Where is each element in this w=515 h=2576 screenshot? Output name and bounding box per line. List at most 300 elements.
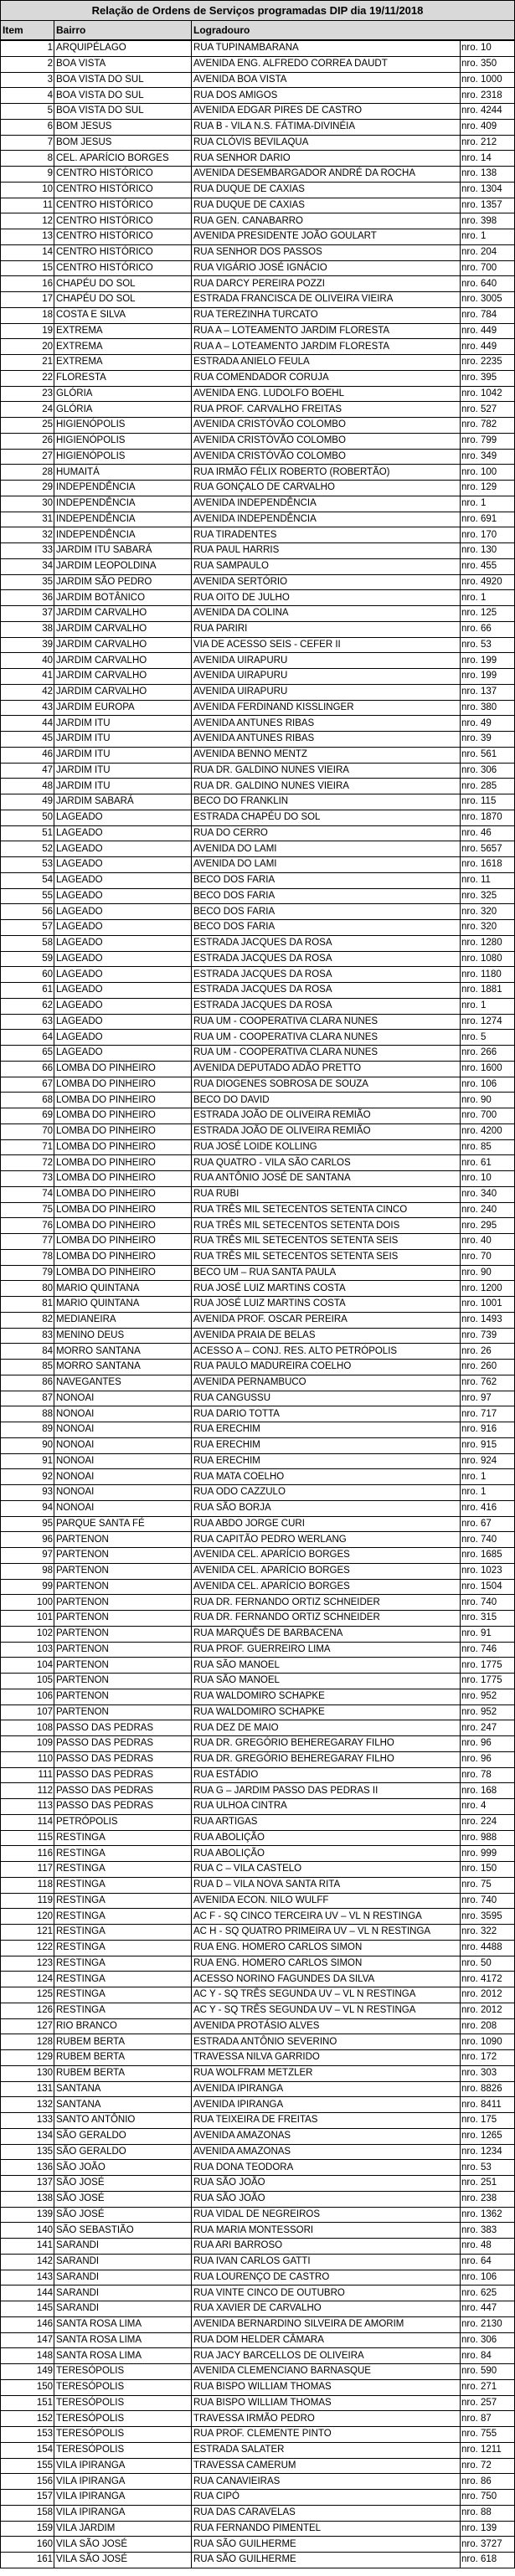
cell-numero: nro. 238 bbox=[461, 2191, 515, 2207]
table-row bbox=[1, 1909, 515, 1925]
cell-logradouro: RUA SÃO MANOEL bbox=[192, 1658, 461, 1674]
cell-logradouro: RUA PARIRI bbox=[192, 621, 461, 637]
table-row bbox=[1, 2474, 515, 2490]
cell-logradouro: RUA UM - COOPERATIVA CLARA NUNES bbox=[192, 1046, 461, 1062]
table-row bbox=[1, 2176, 515, 2192]
cell-bairro: NONOAI bbox=[54, 1485, 192, 1501]
cell-logradouro: RUA BISPO WILLIAM THOMAS bbox=[192, 2379, 461, 2395]
cell-bairro: NONOAI bbox=[54, 1469, 192, 1485]
cell-logradouro: AVENIDA PROF. OSCAR PEREIRA bbox=[192, 1312, 461, 1328]
cell-logradouro: AVENIDA UIRAPURU bbox=[192, 684, 461, 700]
cell-logradouro: AC F - SQ CINCO TERCEIRA UV – VL N RESTINGA bbox=[192, 1909, 461, 1925]
cell-item: 89 bbox=[1, 1422, 54, 1438]
cell-item: 81 bbox=[1, 1297, 54, 1313]
cell-logradouro: BECO DO DAVID bbox=[192, 1093, 461, 1108]
cell-item: 33 bbox=[1, 543, 54, 559]
cell-bairro: SARANDI bbox=[54, 2301, 192, 2317]
cell-bairro: LOMBA DO PINHEIRO bbox=[54, 1155, 192, 1171]
table-row bbox=[1, 1265, 515, 1281]
cell-bairro: PETRÓPOLIS bbox=[54, 1814, 192, 1830]
cell-numero: nro. 784 bbox=[461, 307, 515, 323]
cell-item: 14 bbox=[1, 244, 54, 260]
cell-logradouro: RUA SÃO JOÃO bbox=[192, 2176, 461, 2192]
cell-bairro: BOM JESUS bbox=[54, 119, 192, 135]
cell-logradouro: AVENIDA PRAIA DE BELAS bbox=[192, 1328, 461, 1344]
cell-logradouro: RUA DAS CARAVELAS bbox=[192, 2505, 461, 2521]
cell-numero: nro. 61 bbox=[461, 1155, 515, 1171]
cell-numero: nro. 2235 bbox=[461, 355, 515, 371]
cell-numero: nro. 320 bbox=[461, 904, 515, 920]
table-row bbox=[1, 1453, 515, 1469]
table-row bbox=[1, 402, 515, 418]
cell-bairro: LOMBA DO PINHEIRO bbox=[54, 1123, 192, 1139]
cell-numero: nro. 999 bbox=[461, 1846, 515, 1862]
cell-bairro: JARDIM CARVALHO bbox=[54, 637, 192, 653]
cell-item: 78 bbox=[1, 1249, 54, 1265]
cell-numero: nro. 139 bbox=[461, 2521, 515, 2537]
table-row bbox=[1, 1249, 515, 1265]
cell-item: 56 bbox=[1, 904, 54, 920]
cell-logradouro: AVENIDA IPIRANGA bbox=[192, 2081, 461, 2097]
cell-item: 15 bbox=[1, 260, 54, 276]
cell-item: 17 bbox=[1, 292, 54, 308]
cell-numero: nro. 64 bbox=[461, 2254, 515, 2270]
cell-logradouro: AVENIDA DESEMBARGADOR ANDRÉ DA ROCHA bbox=[192, 167, 461, 183]
table-row bbox=[1, 527, 515, 543]
table-row bbox=[1, 967, 515, 983]
cell-bairro: MARIO QUINTANA bbox=[54, 1297, 192, 1313]
cell-bairro: SANTA ROSA LIMA bbox=[54, 2316, 192, 2332]
cell-numero: nro. 455 bbox=[461, 558, 515, 574]
cell-logradouro: RUA SAMPAULO bbox=[192, 558, 461, 574]
table-row bbox=[1, 2081, 515, 2097]
table-row bbox=[1, 1234, 515, 1250]
cell-numero: nro. 1090 bbox=[461, 2034, 515, 2050]
cell-bairro: RESTINGA bbox=[54, 1877, 192, 1893]
cell-numero: nro. 87 bbox=[461, 2411, 515, 2427]
cell-numero: nro. 1265 bbox=[461, 2128, 515, 2144]
table-row bbox=[1, 370, 515, 386]
cell-item: 50 bbox=[1, 810, 54, 825]
cell-numero: nro. 2130 bbox=[461, 2316, 515, 2332]
table-row bbox=[1, 1108, 515, 1124]
cell-logradouro: AVENIDA DO LAMI bbox=[192, 857, 461, 873]
table-row bbox=[1, 998, 515, 1014]
cell-logradouro: RUA DR. FERNANDO ORTIZ SCHNEIDER bbox=[192, 1595, 461, 1611]
cell-item: 94 bbox=[1, 1500, 54, 1516]
cell-item: 149 bbox=[1, 2364, 54, 2380]
column-header-logradouro: Logradouro bbox=[192, 21, 461, 41]
cell-numero: nro. 86 bbox=[461, 2474, 515, 2490]
cell-numero: nro. 85 bbox=[461, 1139, 515, 1155]
cell-numero: nro. 49 bbox=[461, 716, 515, 732]
cell-bairro: GLÓRIA bbox=[54, 402, 192, 418]
cell-logradouro: AVENIDA UIRAPURU bbox=[192, 653, 461, 669]
cell-bairro: CENTRO HISTÓRICO bbox=[54, 182, 192, 198]
cell-item: 68 bbox=[1, 1093, 54, 1108]
cell-item: 8 bbox=[1, 151, 54, 167]
table-row bbox=[1, 1925, 515, 1941]
table-row bbox=[1, 1406, 515, 1422]
cell-bairro: LAGEADO bbox=[54, 841, 192, 857]
table-row bbox=[1, 1563, 515, 1579]
cell-logradouro: RUA ANTÔNIO JOSÉ DE SANTANA bbox=[192, 1171, 461, 1187]
cell-logradouro: RUA CAPITÃO PEDRO WERLANG bbox=[192, 1532, 461, 1548]
table-body bbox=[1, 40, 515, 2568]
cell-logradouro: RUA DR. GREGÓRIO BEHEREGARAY FILHO bbox=[192, 1736, 461, 1752]
cell-bairro: MEDIANEIRA bbox=[54, 1312, 192, 1328]
cell-logradouro: RUA MATA COELHO bbox=[192, 1469, 461, 1485]
cell-item: 12 bbox=[1, 213, 54, 229]
cell-logradouro: AVENIDA ECON. NILO WULFF bbox=[192, 1893, 461, 1909]
cell-item: 160 bbox=[1, 2537, 54, 2553]
cell-item: 123 bbox=[1, 1956, 54, 1972]
cell-bairro: TERESÓPOLIS bbox=[54, 2395, 192, 2411]
table-row bbox=[1, 1500, 515, 1516]
cell-logradouro: AC Y - SQ TRÊS SEGUNDA UV – VL N RESTINGA bbox=[192, 2003, 461, 2018]
cell-bairro: SÃO JOÃO bbox=[54, 2160, 192, 2176]
cell-bairro: RESTINGA bbox=[54, 1940, 192, 1956]
cell-item: 61 bbox=[1, 983, 54, 999]
table-row bbox=[1, 1814, 515, 1830]
table-row bbox=[1, 2364, 515, 2380]
cell-logradouro: VIA DE ACESSO SEIS - CEFER II bbox=[192, 637, 461, 653]
table-row bbox=[1, 2348, 515, 2364]
cell-bairro: RESTINGA bbox=[54, 1972, 192, 1987]
cell-numero: nro. 90 bbox=[461, 1093, 515, 1108]
cell-logradouro: RUA SENHOR DARIO bbox=[192, 151, 461, 167]
cell-logradouro: BECO DOS FARIA bbox=[192, 904, 461, 920]
cell-item: 7 bbox=[1, 135, 54, 151]
table-row bbox=[1, 1674, 515, 1689]
cell-numero: nro. 755 bbox=[461, 2427, 515, 2443]
table-row bbox=[1, 2537, 515, 2553]
cell-item: 32 bbox=[1, 527, 54, 543]
cell-numero: nro. 251 bbox=[461, 2176, 515, 2192]
cell-numero: nro. 129 bbox=[461, 481, 515, 496]
cell-bairro: PARTENON bbox=[54, 1548, 192, 1564]
cell-bairro: LAGEADO bbox=[54, 810, 192, 825]
table-row bbox=[1, 558, 515, 574]
table-row bbox=[1, 2254, 515, 2270]
cell-item: 152 bbox=[1, 2411, 54, 2427]
cell-numero: nro. 1042 bbox=[461, 386, 515, 402]
cell-logradouro: RUA DARIO TOTTA bbox=[192, 1406, 461, 1422]
cell-numero: nro. 106 bbox=[461, 1077, 515, 1093]
cell-logradouro: RUA GEN. CANABARRO bbox=[192, 213, 461, 229]
cell-bairro: INDEPENDÊNCIA bbox=[54, 496, 192, 512]
cell-item: 71 bbox=[1, 1139, 54, 1155]
cell-numero: nro. 8826 bbox=[461, 2081, 515, 2097]
cell-numero: nro. 1 bbox=[461, 590, 515, 606]
cell-item: 19 bbox=[1, 323, 54, 339]
cell-item: 161 bbox=[1, 2553, 54, 2568]
cell-bairro: JARDIM CARVALHO bbox=[54, 669, 192, 685]
table-row bbox=[1, 1940, 515, 1956]
cell-bairro: CENTRO HISTÓRICO bbox=[54, 244, 192, 260]
cell-item: 4 bbox=[1, 88, 54, 104]
cell-item: 156 bbox=[1, 2474, 54, 2490]
cell-numero: nro. 70 bbox=[461, 1249, 515, 1265]
cell-bairro: EXTREMA bbox=[54, 339, 192, 355]
cell-logradouro: RUA DUQUE DE CAXIAS bbox=[192, 198, 461, 213]
cell-logradouro: ESTRADA JACQUES DA ROSA bbox=[192, 998, 461, 1014]
cell-item: 110 bbox=[1, 1751, 54, 1767]
cell-bairro: MARIO QUINTANA bbox=[54, 1281, 192, 1297]
cell-logradouro: AVENIDA DO LAMI bbox=[192, 841, 461, 857]
table-row bbox=[1, 2395, 515, 2411]
cell-logradouro: RUA UM - COOPERATIVA CLARA NUNES bbox=[192, 1014, 461, 1030]
cell-item: 133 bbox=[1, 2113, 54, 2129]
table-row bbox=[1, 1186, 515, 1202]
table-row bbox=[1, 732, 515, 748]
cell-bairro: HIGIENÓPOLIS bbox=[54, 449, 192, 465]
cell-logradouro: AC Y - SQ TRÊS SEGUNDA UV – VL N RESTINGA bbox=[192, 1987, 461, 2003]
cell-logradouro: AVENIDA AMAZONAS bbox=[192, 2144, 461, 2160]
cell-logradouro: RUA ABOLIÇÃO bbox=[192, 1846, 461, 1862]
table-row bbox=[1, 1877, 515, 1893]
table-row bbox=[1, 983, 515, 999]
cell-numero: nro. 247 bbox=[461, 1720, 515, 1736]
cell-bairro: SÃO GERALDO bbox=[54, 2128, 192, 2144]
cell-item: 58 bbox=[1, 935, 54, 951]
cell-item: 28 bbox=[1, 465, 54, 481]
cell-item: 30 bbox=[1, 496, 54, 512]
table-row bbox=[1, 1595, 515, 1611]
cell-bairro: MENINO DEUS bbox=[54, 1328, 192, 1344]
cell-numero: nro. 72 bbox=[461, 2458, 515, 2474]
cell-numero: nro. 350 bbox=[461, 56, 515, 72]
cell-logradouro: RUA TRÊS MIL SETECENTOS SETENTA DOIS bbox=[192, 1218, 461, 1234]
cell-logradouro: AVENIDA ANTUNES RIBAS bbox=[192, 732, 461, 748]
cell-bairro: JARDIM CARVALHO bbox=[54, 621, 192, 637]
table-row bbox=[1, 2379, 515, 2395]
cell-numero: nro. 691 bbox=[461, 512, 515, 527]
table-row bbox=[1, 2427, 515, 2443]
cell-item: 155 bbox=[1, 2458, 54, 2474]
cell-bairro: JARDIM ITU bbox=[54, 779, 192, 794]
cell-numero: nro. 1234 bbox=[461, 2144, 515, 2160]
cell-item: 111 bbox=[1, 1767, 54, 1783]
cell-bairro: HIGIENÓPOLIS bbox=[54, 418, 192, 434]
cell-numero: nro. 1618 bbox=[461, 857, 515, 873]
cell-numero: nro. 303 bbox=[461, 2065, 515, 2081]
table-row bbox=[1, 2458, 515, 2474]
cell-logradouro: RUA TIRADENTES bbox=[192, 527, 461, 543]
table-row bbox=[1, 56, 515, 72]
cell-numero: nro. 53 bbox=[461, 2160, 515, 2176]
cell-logradouro: RUA MARIA MONTESSORI bbox=[192, 2223, 461, 2239]
cell-item: 126 bbox=[1, 2003, 54, 2018]
cell-numero: nro. 380 bbox=[461, 700, 515, 716]
cell-bairro: VILA IPIRANGA bbox=[54, 2458, 192, 2474]
cell-logradouro: AVENIDA AMAZONAS bbox=[192, 2128, 461, 2144]
table-row bbox=[1, 2521, 515, 2537]
cell-logradouro: RUA IRMÃO FÉLIX ROBERTO (ROBERTÃO) bbox=[192, 465, 461, 481]
cell-bairro: LAGEADO bbox=[54, 825, 192, 841]
table-row bbox=[1, 104, 515, 120]
cell-numero: nro. 740 bbox=[461, 1893, 515, 1909]
cell-logradouro: RUA IVAN CARLOS GATTI bbox=[192, 2254, 461, 2270]
table-row bbox=[1, 606, 515, 622]
cell-item: 147 bbox=[1, 2332, 54, 2348]
cell-logradouro: ESTRADA JOÃO DE OLIVEIRA REMIÃO bbox=[192, 1123, 461, 1139]
cell-bairro: SÃO JOSÉ bbox=[54, 2176, 192, 2192]
table-row bbox=[1, 1485, 515, 1501]
table-row bbox=[1, 1626, 515, 1642]
cell-numero: nro. 1304 bbox=[461, 182, 515, 198]
table-row bbox=[1, 2113, 515, 2129]
cell-bairro: NONOAI bbox=[54, 1422, 192, 1438]
cell-numero: nro. 315 bbox=[461, 1611, 515, 1627]
cell-item: 115 bbox=[1, 1830, 54, 1846]
cell-numero: nro. 11 bbox=[461, 872, 515, 888]
cell-numero: nro. 175 bbox=[461, 2113, 515, 2129]
cell-numero: nro. 26 bbox=[461, 1344, 515, 1360]
table-row bbox=[1, 1218, 515, 1234]
cell-numero: nro. 4 bbox=[461, 1799, 515, 1815]
cell-logradouro: RUA ENG. HOMERO CARLOS SIMON bbox=[192, 1956, 461, 1972]
cell-item: 114 bbox=[1, 1814, 54, 1830]
cell-logradouro: AVENIDA BOA VISTA bbox=[192, 72, 461, 88]
cell-logradouro: ACESSO NORINO FAGUNDES DA SILVA bbox=[192, 1972, 461, 1987]
cell-logradouro: RUA ERECHIM bbox=[192, 1453, 461, 1469]
cell-bairro: RESTINGA bbox=[54, 1909, 192, 1925]
cell-numero: nro. 1080 bbox=[461, 951, 515, 967]
cell-item: 112 bbox=[1, 1783, 54, 1799]
cell-bairro: LAGEADO bbox=[54, 1046, 192, 1062]
cell-numero: nro. 266 bbox=[461, 1046, 515, 1062]
cell-bairro: JARDIM BOTÂNICO bbox=[54, 590, 192, 606]
cell-logradouro: RUA TEIXEIRA DE FREITAS bbox=[192, 2113, 461, 2129]
cell-bairro: SARANDI bbox=[54, 2270, 192, 2285]
cell-numero: nro. 115 bbox=[461, 794, 515, 810]
cell-logradouro: RUA TEREZINHA TURCATO bbox=[192, 307, 461, 323]
table-row bbox=[1, 260, 515, 276]
table-row bbox=[1, 2505, 515, 2521]
cell-numero: nro. 3595 bbox=[461, 1909, 515, 1925]
cell-bairro: JARDIM ITU bbox=[54, 763, 192, 779]
cell-bairro: PARTENON bbox=[54, 1689, 192, 1704]
table-row bbox=[1, 88, 515, 104]
cell-logradouro: AVENIDA INDEPENDÊNCIA bbox=[192, 512, 461, 527]
cell-item: 146 bbox=[1, 2316, 54, 2332]
cell-numero: nro. 1211 bbox=[461, 2442, 515, 2458]
cell-logradouro: RUA D – VILA NOVA SANTA RITA bbox=[192, 1877, 461, 1893]
cell-logradouro: AVENIDA CRISTÓVÃO COLOMBO bbox=[192, 418, 461, 434]
cell-numero: nro. 1775 bbox=[461, 1674, 515, 1689]
table-row bbox=[1, 2034, 515, 2050]
table-row bbox=[1, 1956, 515, 1972]
cell-numero: nro. 1 bbox=[461, 496, 515, 512]
table-row bbox=[1, 1987, 515, 2003]
cell-numero: nro. 97 bbox=[461, 1391, 515, 1406]
cell-numero: nro. 96 bbox=[461, 1736, 515, 1752]
table-row bbox=[1, 951, 515, 967]
cell-numero: nro. 750 bbox=[461, 2490, 515, 2506]
cell-numero: nro. 1362 bbox=[461, 2207, 515, 2223]
cell-logradouro: RUA ERECHIM bbox=[192, 1422, 461, 1438]
table-row bbox=[1, 481, 515, 496]
cell-item: 79 bbox=[1, 1265, 54, 1281]
cell-item: 24 bbox=[1, 402, 54, 418]
cell-bairro: JARDIM EUROPA bbox=[54, 700, 192, 716]
table-row bbox=[1, 1360, 515, 1375]
table-row bbox=[1, 1344, 515, 1360]
table-row bbox=[1, 2160, 515, 2176]
cell-numero: nro. 449 bbox=[461, 339, 515, 355]
cell-numero: nro. 1274 bbox=[461, 1014, 515, 1030]
cell-bairro: VILA SÃO JOSÉ bbox=[54, 2553, 192, 2568]
cell-bairro: RESTINGA bbox=[54, 1846, 192, 1862]
cell-item: 21 bbox=[1, 355, 54, 371]
cell-item: 103 bbox=[1, 1642, 54, 1658]
cell-item: 150 bbox=[1, 2379, 54, 2395]
table-row bbox=[1, 2128, 515, 2144]
cell-bairro: BOA VISTA bbox=[54, 56, 192, 72]
cell-item: 101 bbox=[1, 1611, 54, 1627]
title-row bbox=[1, 1, 515, 21]
cell-item: 75 bbox=[1, 1202, 54, 1218]
cell-numero: nro. 90 bbox=[461, 1265, 515, 1281]
cell-bairro: VILA JARDIM bbox=[54, 2521, 192, 2537]
cell-numero: nro. 10 bbox=[461, 1171, 515, 1187]
cell-logradouro: RUA SÃO BORJA bbox=[192, 1500, 461, 1516]
cell-item: 142 bbox=[1, 2254, 54, 2270]
cell-item: 22 bbox=[1, 370, 54, 386]
cell-bairro: PARTENON bbox=[54, 1642, 192, 1658]
cell-item: 77 bbox=[1, 1234, 54, 1250]
cell-bairro: PARTENON bbox=[54, 1611, 192, 1627]
cell-item: 87 bbox=[1, 1391, 54, 1406]
cell-item: 108 bbox=[1, 1720, 54, 1736]
cell-logradouro: ESTRADA ANIELO FEULA bbox=[192, 355, 461, 371]
cell-numero: nro. 257 bbox=[461, 2395, 515, 2411]
cell-item: 90 bbox=[1, 1437, 54, 1453]
cell-numero: nro. 1357 bbox=[461, 198, 515, 213]
cell-numero: nro. 762 bbox=[461, 1375, 515, 1391]
cell-numero: nro. 88 bbox=[461, 2505, 515, 2521]
cell-item: 144 bbox=[1, 2285, 54, 2301]
cell-numero: nro. 1180 bbox=[461, 967, 515, 983]
cell-bairro: HUMAITÁ bbox=[54, 465, 192, 481]
cell-item: 41 bbox=[1, 669, 54, 685]
cell-numero: nro. 1001 bbox=[461, 1297, 515, 1313]
cell-item: 10 bbox=[1, 182, 54, 198]
cell-logradouro: TRAVESSA IRMÃO PEDRO bbox=[192, 2411, 461, 2427]
cell-logradouro: RUA COMENDADOR CORUJA bbox=[192, 370, 461, 386]
cell-item: 143 bbox=[1, 2270, 54, 2285]
cell-bairro: CEL. APARÍCIO BORGES bbox=[54, 151, 192, 167]
cell-numero: nro. 150 bbox=[461, 1862, 515, 1878]
cell-bairro: SANTANA bbox=[54, 2097, 192, 2113]
cell-bairro: CENTRO HISTÓRICO bbox=[54, 260, 192, 276]
cell-numero: nro. 1600 bbox=[461, 1061, 515, 1077]
cell-numero: nro. 260 bbox=[461, 1360, 515, 1375]
cell-item: 72 bbox=[1, 1155, 54, 1171]
table-row bbox=[1, 1830, 515, 1846]
cell-item: 34 bbox=[1, 558, 54, 574]
table-row bbox=[1, 1799, 515, 1815]
cell-item: 13 bbox=[1, 229, 54, 245]
cell-bairro: MORRO SANTANA bbox=[54, 1344, 192, 1360]
cell-logradouro: RUA SÃO JOÃO bbox=[192, 2191, 461, 2207]
cell-bairro: RESTINGA bbox=[54, 1893, 192, 1909]
cell-bairro: CENTRO HISTÓRICO bbox=[54, 213, 192, 229]
cell-bairro: PARTENON bbox=[54, 1579, 192, 1595]
cell-bairro: CENTRO HISTÓRICO bbox=[54, 229, 192, 245]
cell-bairro: PARTENON bbox=[54, 1674, 192, 1689]
